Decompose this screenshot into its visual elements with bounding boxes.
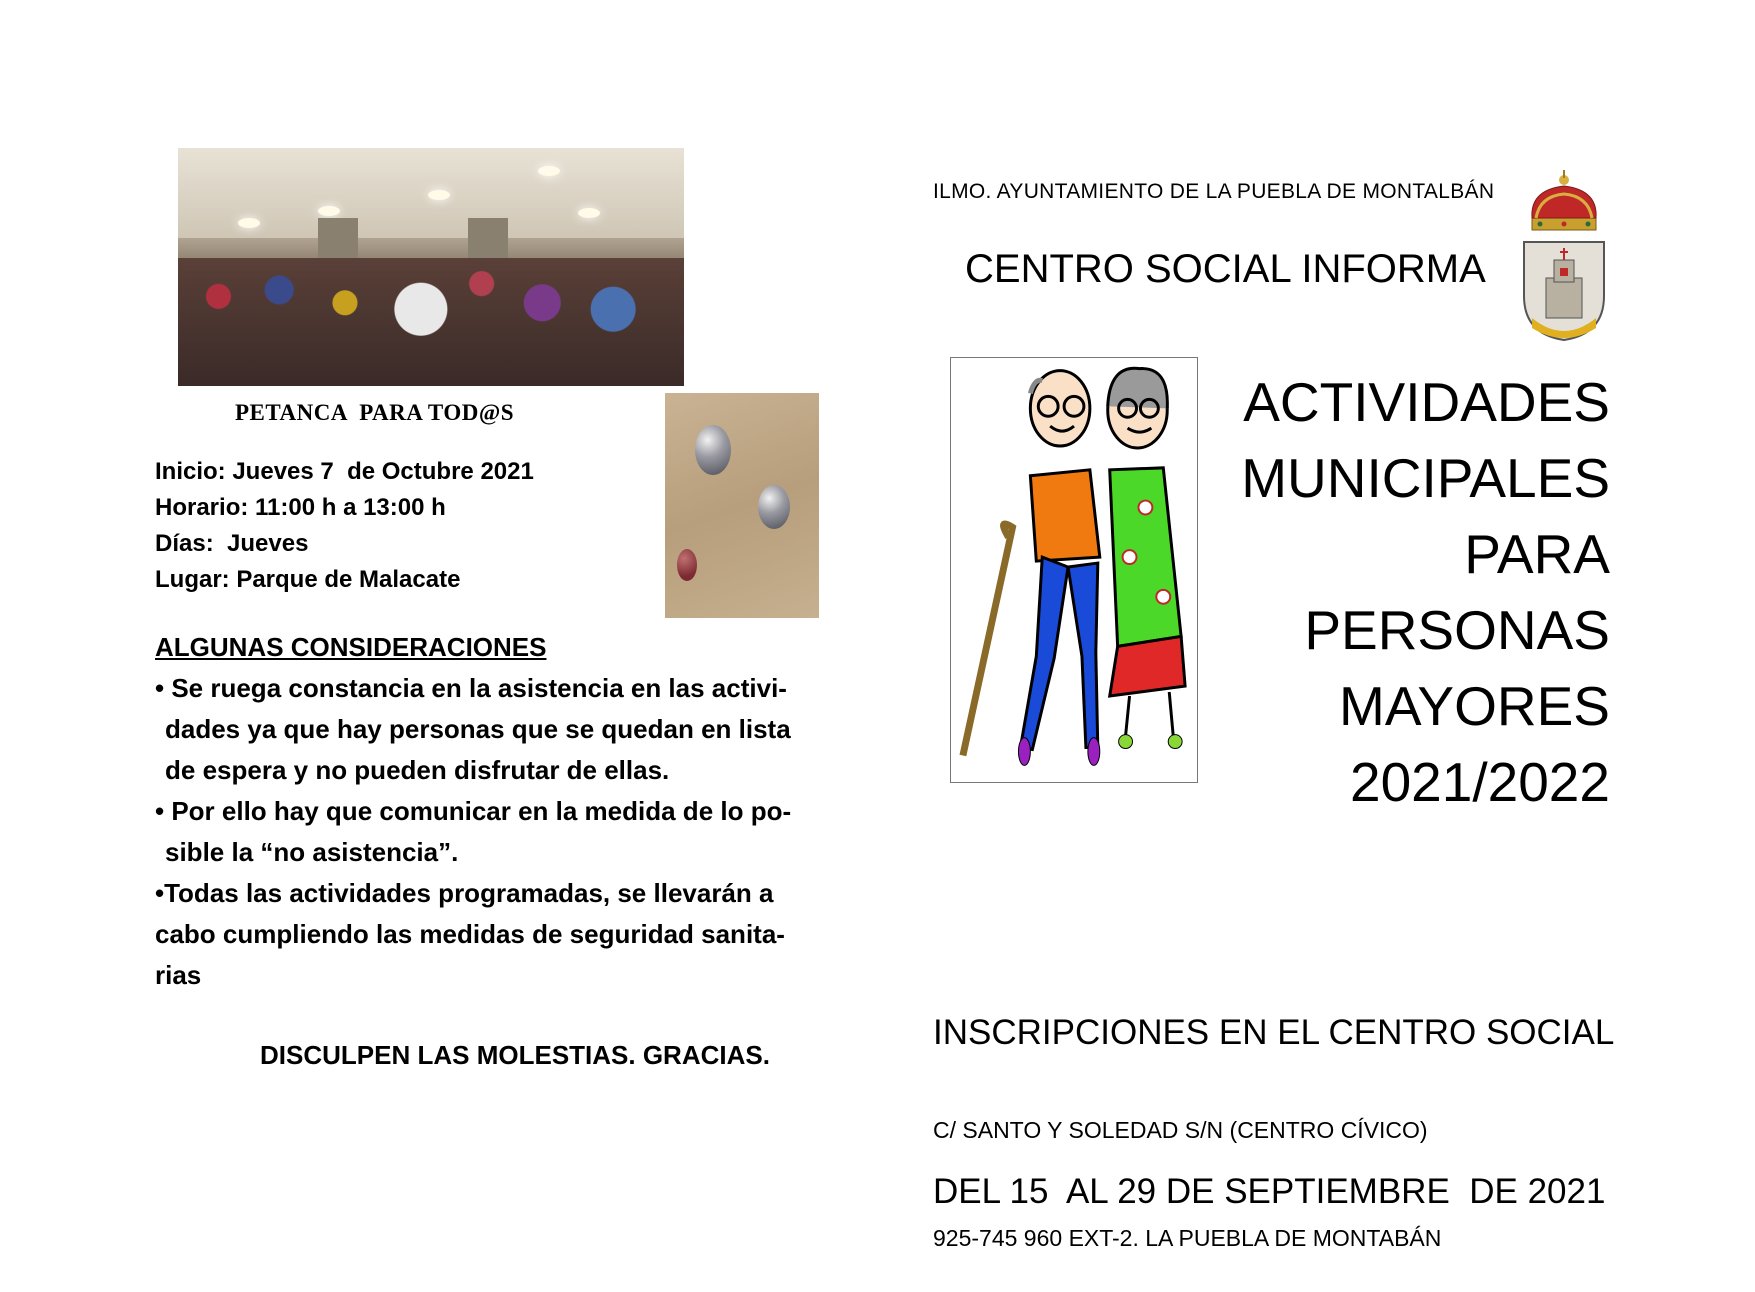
centro-social-heading: CENTRO SOCIAL INFORMA	[965, 247, 1486, 291]
consideration-line: sible la “no asistencia”.	[165, 837, 459, 867]
title-line: MUNICIPALES	[1241, 447, 1610, 509]
info-location: Lugar: Parque de Malacate	[155, 566, 461, 593]
address-line: C/ SANTO Y SOLEDAD S/N (CENTRO CÍVICO)	[933, 1117, 1428, 1143]
ayuntamiento-name: ILMO. AYUNTAMIENTO DE LA PUEBLA DE MONTALBÁN	[933, 180, 1495, 203]
info-days: Días: Jueves	[155, 530, 309, 557]
consideration-line: dades ya que hay personas que se quedan en lista	[165, 714, 791, 744]
info-start-date: Inicio: Jueves 7 de Octubre 2021	[155, 458, 534, 485]
title-line: MAYORES	[1339, 675, 1610, 737]
consideration-line: • Se ruega constancia en la asistencia en las activi-	[155, 673, 787, 703]
closing-message: DISCULPEN LAS MOLESTIAS. GRACIAS.	[260, 1040, 770, 1070]
contact-address	[933, 1040, 1441, 1292]
info-schedule: Horario: 11:00 h a 13:00 h	[155, 494, 446, 521]
elderly-couple-clipart-icon	[950, 357, 1198, 783]
main-title	[1170, 364, 1610, 820]
considerations-heading: ALGUNAS CONSIDERACIONES	[155, 632, 547, 662]
dancing-seniors-photo	[178, 148, 684, 386]
consideration-line: rias	[155, 960, 202, 990]
petanca-title: PETANCA PARA TOD@S	[235, 400, 515, 425]
consideration-line: cabo cumpliendo las medidas de seguridad sanita-	[155, 919, 785, 949]
title-line: PERSONAS	[1304, 599, 1610, 661]
coat-of-arms-icon	[1510, 168, 1618, 344]
consideration-line: de espera y no pueden disfrutar de ellas.	[165, 755, 670, 785]
considerations-list	[155, 668, 875, 996]
inscriptions-dates: DEL 15 AL 29 DE SEPTIEMBRE DE 2021	[933, 1172, 1606, 1211]
inscriptions-line: INSCRIPCIONES EN EL CENTRO SOCIAL	[933, 1013, 1615, 1052]
consideration-line: • Por ello hay que comunicar en la medida de lo po-	[155, 796, 792, 826]
title-line: 2021/2022	[1350, 751, 1610, 813]
title-line: ACTIVIDADES	[1243, 371, 1610, 433]
petanque-balls-photo	[665, 393, 819, 618]
phone-line: 925-745 960 EXT-2. LA PUEBLA DE MONTABÁN	[933, 1225, 1442, 1251]
title-line: PARA	[1464, 523, 1610, 585]
consideration-line: •Todas las actividades programadas, se llevarán a	[155, 878, 774, 908]
